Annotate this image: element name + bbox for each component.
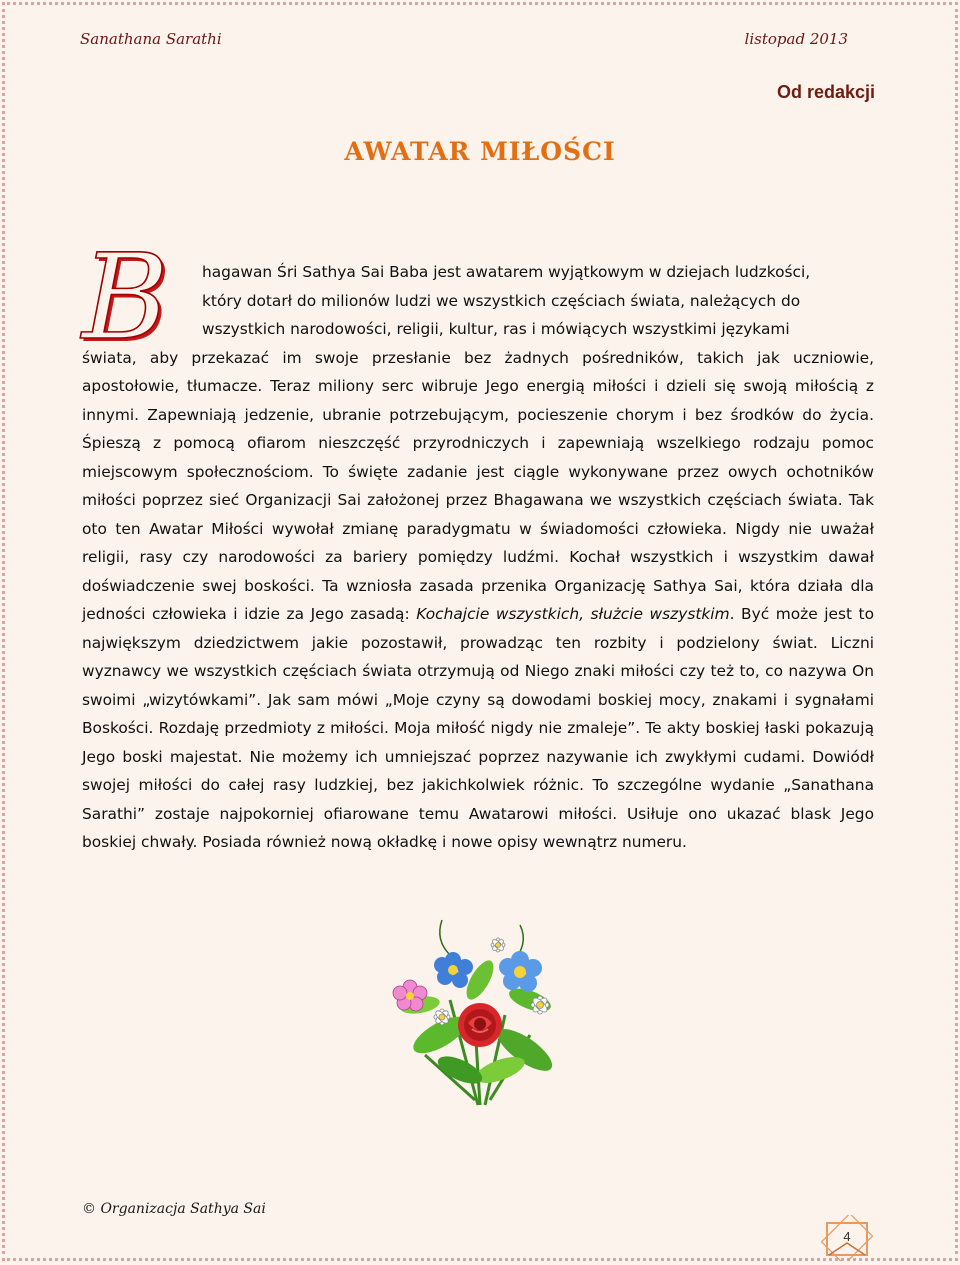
blue-flower [499,951,542,992]
copyright-notice: © Organizacja Sathya Sai [82,1201,266,1217]
paragraph-line-3: wszystkich narodowości, religii, kultur, ras i mówiących wszystkimi językami [202,320,790,338]
daisy-flower [491,938,505,952]
article-title: AWATAR MIŁOŚCI [344,137,616,166]
paragraph-line-2: który dotarł do milionów ludzi we wszystkich częściach świata, należących do [202,291,801,310]
section-label: Od redakcji [776,82,875,102]
page-number-badge [821,1215,873,1261]
daisy-flower [531,996,549,1014]
issue-date: listopad 2013 [744,30,848,48]
motto-text: Kochajcie wszystkich, służcie wszystkim [416,605,730,623]
pink-flower [393,980,427,1011]
paragraph-text-part1: świata, aby przekazać im swoje przesłanie bez żadnych pośredników, takich jak uczniowie, apostołowie, tłumacze. Teraz miliony serc wibruje Jego energią miłości i dzieli się swoją miłością z innymi. Zapewniają jedzenie, ubranie potrzebującym, pocieszenie chorym i bez środków do życia. Śpieszą z pomocą ofiarom nieszczęść przyrodniczych i zapewniają wszelkiego rodzaju pomoc miejscowym społecznościom. To święte zadanie jest ciągle wykonywane przez owych ochotników miłości poprzez sieć Organizacji Sai założonej przez Bhagawana we wszystkich częściach świata. Tak oto ten Awatar Miłości wywołał zmianę paradygmatu w świadomości człowieka. Nigdy nie uważał religii, rasy czy narodowości za bariery pomiędzy ludźmi. Kochał wszystkich i wszystkim dawał doświadczenie swej boskości. Ta wzniosła zasada przenika Organizację Sathya Sai, która działa dla jedności człowieka i idzie za Jego zasadą: [82,348,874,623]
daisy-flower [434,1009,450,1025]
article-body [82,258,874,857]
paragraph-line-1: hagawan Śri Sathya Sai Baba jest awatarem wyjątkowym w dziejach ludzkości, [202,263,811,281]
publication-name: Sanathana Sarathi [80,30,222,48]
drop-cap: B [82,228,169,366]
paragraph-text-part2: . Być może jest to największym dziedzictwem jakie pozostawił, prowadząc ten rozbity i podzielony świat. Liczni wyznawcy we wszystkich częściach świata otrzymują od Niego znaki miłości czy też to, co nazywa On swoimi „wizytówkami”. Jak sam mówi „Moje czyny są dowodami boskiej mocy, znakami i sygnałami Boskości. Rozdaję przedmioty z miłości. Moja miłość nigdy nie zmaleje”. Te akty boskiej łaski pokazują Jego boski majestat. Nie możemy ich umniejszać poprzez nazywanie ich zwykłymi cudami. Dowiódł swojej miłości do całej rasy ludzkiej, bez jakichkolwiek różnic. To szczególne wydanie „Sanathana Sarathi” zostaje najpokorniej ofiarowane temu Awatarowi miłości. Usiłuje ono ukazać blask Jego boskiej chwały. Posiada również nową okładkę i nowe opisy wewnątrz numeru. [82,605,875,851]
page-number: 4 [843,1229,851,1244]
blue-flower [434,952,473,988]
flower-bouquet-illustration [380,905,580,1115]
red-rose [458,1003,502,1047]
page-header [80,30,848,48]
article-paragraph [82,258,874,857]
